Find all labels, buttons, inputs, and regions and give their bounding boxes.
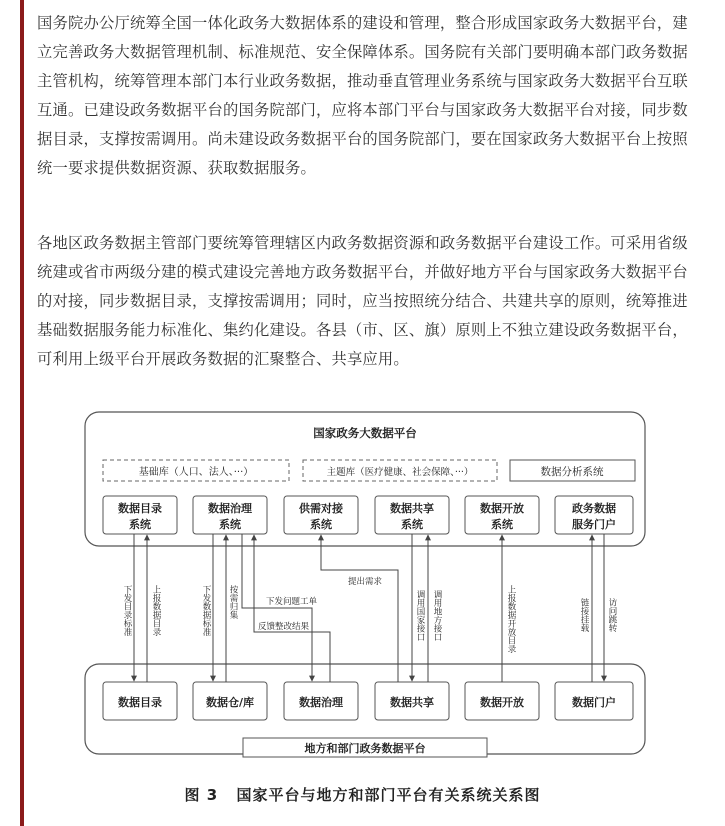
- arrow-raise-demand: [321, 535, 398, 682]
- label-raise-demand: 提出需求: [348, 577, 383, 587]
- svg-text:数据治理: 数据治理: [208, 502, 252, 515]
- national-system-portal: [555, 496, 633, 534]
- label-catalog-up: 上报数据目录: [151, 585, 161, 636]
- label-link-mount: 链接挂载: [579, 598, 589, 632]
- label-call-local: 调用地方接口: [432, 590, 442, 641]
- foundation-db-label: 基础库（人口、法人、···）: [138, 467, 254, 478]
- figure-caption: [0, 784, 725, 805]
- svg-text:系统: 系统: [219, 518, 241, 531]
- svg-text:政务数据: 政务数据: [572, 502, 616, 515]
- local-platform-title: 地方和部门政务数据平台: [304, 742, 426, 755]
- svg-text:数据开放: 数据开放: [480, 502, 524, 515]
- local-system-portal: [555, 682, 633, 720]
- label-feedback: 反馈整改结果: [258, 622, 310, 632]
- svg-text:数据目录: 数据目录: [118, 502, 162, 515]
- label-warehouse-down: 下发数据标准: [201, 585, 211, 636]
- svg-text:供需对接: 供需对接: [299, 502, 343, 515]
- svg-text:数据开放: 数据开放: [480, 696, 524, 709]
- label-report-open: 上报数据开放目录: [506, 585, 516, 653]
- national-system-governance: [193, 496, 267, 534]
- label-call-national: 调用国家接口: [415, 590, 425, 641]
- svg-text:数据仓/库: 数据仓/库: [205, 696, 255, 709]
- local-system-warehouse: [193, 682, 267, 720]
- svg-text:数据共享: 数据共享: [390, 502, 434, 515]
- local-system-governance: [284, 682, 358, 720]
- label-catalog-down: 下发目录标准: [122, 585, 132, 636]
- figure-number: 图 3: [184, 786, 219, 804]
- theme-db-label: 主题库（医疗健康、社会保障、···）: [326, 467, 474, 478]
- local-system-sharing: [375, 682, 449, 720]
- svg-text:数据治理: 数据治理: [299, 696, 343, 709]
- local-system-open: [465, 682, 539, 720]
- national-platform-title: 国家政务大数据平台: [313, 426, 417, 440]
- national-system-sharing: [375, 496, 449, 534]
- label-warehouse-up: 按需归集: [228, 585, 238, 619]
- national-system-supply-demand: [284, 496, 358, 534]
- label-access-redirect: 访问跳转: [607, 598, 617, 632]
- svg-text:服务门户: 服务门户: [572, 518, 616, 531]
- svg-text:数据目录: 数据目录: [118, 696, 162, 709]
- national-system-open: [465, 496, 539, 534]
- arrow-work-order: [242, 534, 312, 681]
- svg-text:数据共享: 数据共享: [390, 696, 434, 709]
- svg-text:系统: 系统: [310, 518, 332, 531]
- label-work-order: 下发问题工单: [266, 597, 318, 607]
- paragraph-national: 国务院办公厅统筹全国一体化政务大数据体系的建设和管理，整合形成国家政务大数据平台，建立完善政务大数据管理机制、标准规范、安全保障体系。国务院有关部门要明确本部门政务数据主管机构，统筹管理本部门本行业政务数据，推动垂直管理业务系统与国家政务大数据平台互联互通。已建设政务数据平台的国务院部门，应将本部门平台与国家政务大数据平台对接，同步数据目录，支撑按需调用。尚未建设政务数据平台的国务院部门，要在国家政务大数据平台上按照统一要求提供数据资源、获取数据服务。: [37, 14, 688, 177]
- figure-title: 国家平台与地方和部门平台有关系统关系图: [236, 786, 541, 804]
- local-system-catalog: [103, 682, 177, 720]
- svg-text:系统: 系统: [401, 518, 423, 531]
- svg-text:系统: 系统: [491, 518, 513, 531]
- national-system-catalog: [103, 496, 177, 534]
- svg-text:系统: 系统: [129, 518, 151, 531]
- paragraph-local: 各地区政务数据主管部门要统筹管理辖区内政务数据资源和政务数据平台建设工作。可采用省级统建或省市两级分建的模式建设完善地方政务数据平台，并做好地方平台与国家政务大数据平台的对接，同步数据目录，支撑按需调用；同时，应当按照统分结合、共建共享的原则，统筹推进基础数据服务能力标准化、集约化建设。各县（市、区、旗）原则上不独立建设政务数据平台，可利用上级平台开展政务数据的汇聚整合、共享应用。: [37, 234, 688, 368]
- svg-text:数据门户: 数据门户: [572, 696, 616, 709]
- analysis-system-label: 数据分析系统: [540, 466, 604, 478]
